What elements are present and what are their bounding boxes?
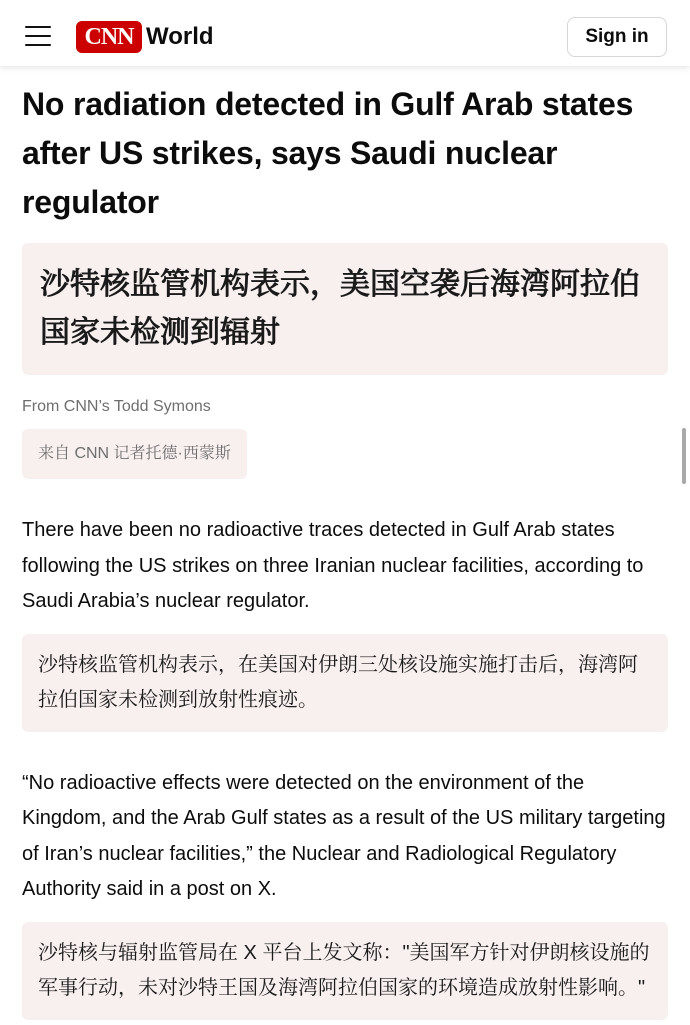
top-header <box>0 0 690 66</box>
section-title[interactable]: World <box>146 23 214 50</box>
article-byline: From CNN’s Todd Symons <box>22 398 211 415</box>
article-headline: No radiation detected in Gulf Arab states after US strikes, says Saudi nuclear regulator <box>22 86 634 220</box>
headline-translation: 沙特核监管机构表示，美国空袭后海湾阿拉伯国家未检测到辐射 <box>22 243 668 375</box>
article-paragraph: There have been no radioactive traces detected in Gulf Arab states following the US strikes on three Iranian nuclear facilities, according to Saudi Arabia’s nuclear regulator. <box>22 519 644 612</box>
article-body <box>22 66 668 1020</box>
article-paragraph: “No radioactive effects were detected on the environment of the Kingdom, and the Arab Gulf states as a result of the US military targeting of Iran’s nuclear facilities,” the Nuclear and Radiological Regulatory Authority said in a post on X. <box>22 771 666 900</box>
sign-in-button[interactable]: Sign in <box>567 17 667 57</box>
paragraph-translation: 沙特核监管机构表示，在美国对伊朗三处核设施实施打击后，海湾阿拉伯国家未检测到放射性痕迹。 <box>22 634 668 732</box>
byline-translation: 来自 CNN 记者托德·西蒙斯 <box>22 429 247 479</box>
scrollbar-thumb[interactable] <box>682 428 686 484</box>
paragraph-translation: 沙特核与辐射监管局在 X 平台上发文称："美国军方针对伊朗核设施的军事行动，未对沙特王国及海湾阿拉伯国家的环境造成放射性影响。" <box>22 922 668 1020</box>
cnn-logo[interactable]: CNN <box>76 21 142 53</box>
hamburger-menu-icon[interactable] <box>25 26 51 46</box>
